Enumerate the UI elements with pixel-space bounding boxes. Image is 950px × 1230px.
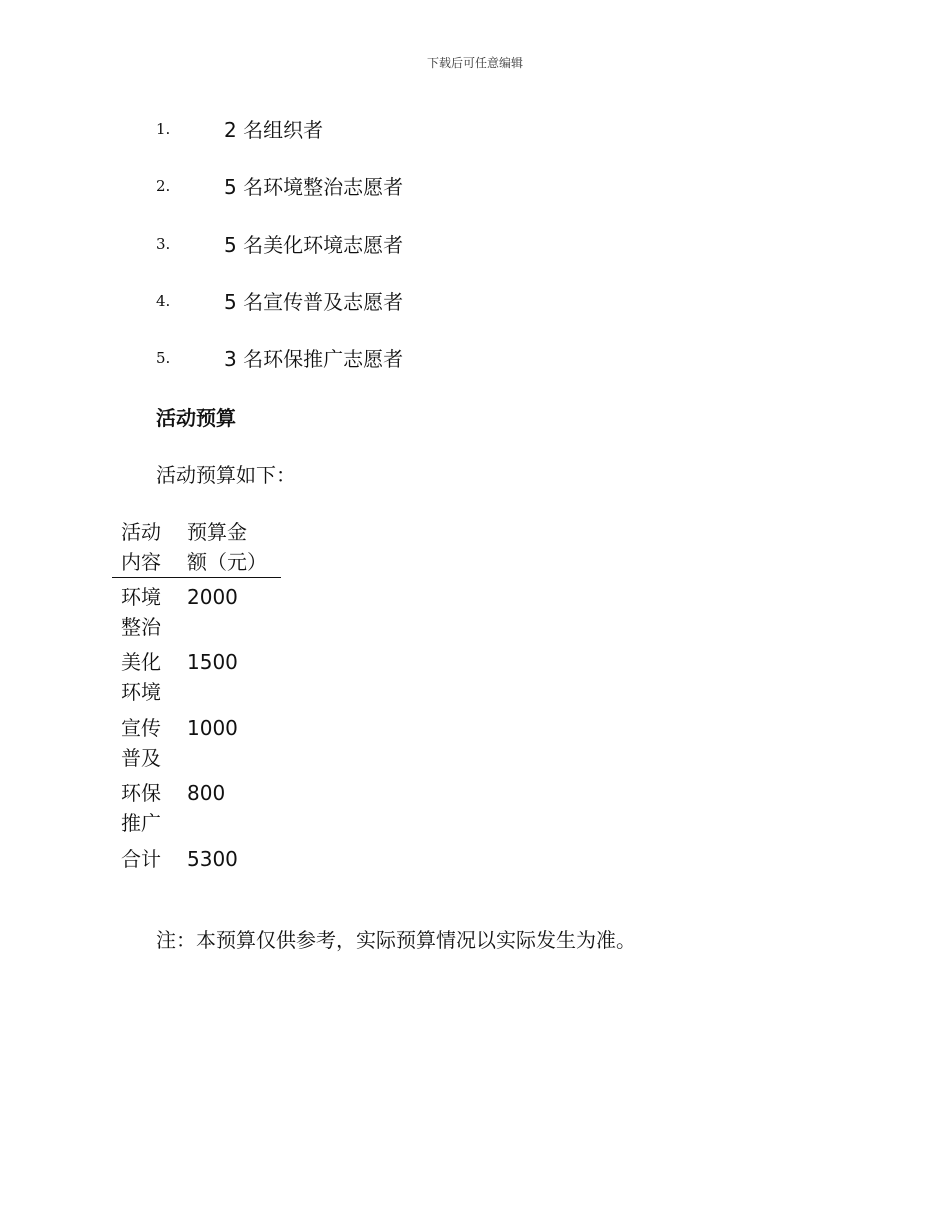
list-item [0,171,950,228]
header-amount [187,517,281,578]
cell-amount: 5300 [187,846,238,871]
table-row [112,578,281,644]
cell-activity-label: 合计 [121,846,161,871]
list-item [0,114,950,171]
cell-activity [112,840,187,874]
cell-amount: 1500 [187,650,238,674]
cell-amount: 2000 [187,585,238,609]
list-item-number: 3. [156,234,171,253]
list-item-text: 5 名宣传普及志愿者 [224,289,404,314]
cell-activity-label: 环保推广 [121,781,161,835]
cell-activity-label: 环境整治 [121,585,161,639]
cell-activity [112,643,187,709]
cell-amount: 1000 [187,715,238,740]
list-item-number: 2. [156,177,171,196]
list-item [0,229,950,286]
cell-activity [112,774,187,840]
table-row [112,709,281,775]
list-item-text: 2 名组织者 [224,118,324,142]
cell-activity [112,709,187,775]
header-amount-label: 预算金额（元） [187,520,267,574]
list-item-number: 1. [156,120,171,138]
cell-amount: 800 [187,781,226,805]
table-header-row [112,517,281,578]
list-item-text: 5 名环境整治志愿者 [224,175,404,200]
header-activity [112,517,187,578]
budget-table [112,517,281,874]
cell-activity [112,578,187,644]
list-item-number: 5. [156,349,171,368]
list-item-text: 3 名环保推广志愿者 [224,347,404,372]
budget-footnote: 注：本预算仅供参考，实际预算情况以实际发生为准。 [156,928,636,952]
page-header-note: 下载后可任意编辑 [426,56,523,70]
cell-activity-label: 美化环境 [121,650,161,704]
list-item-number: 4. [156,291,171,310]
list-item [0,343,950,400]
volunteer-list [0,114,950,400]
budget-heading: 活动预算 [156,406,236,430]
table-row [112,774,281,840]
table-row [112,643,281,709]
header-activity-label: 活动内容 [121,520,161,574]
list-item-text: 5 名美化环境志愿者 [224,232,404,257]
list-item [0,286,950,343]
cell-activity-label: 宣传普及 [121,715,161,770]
budget-intro: 活动预算如下： [156,463,296,487]
table-row-total [112,840,281,874]
